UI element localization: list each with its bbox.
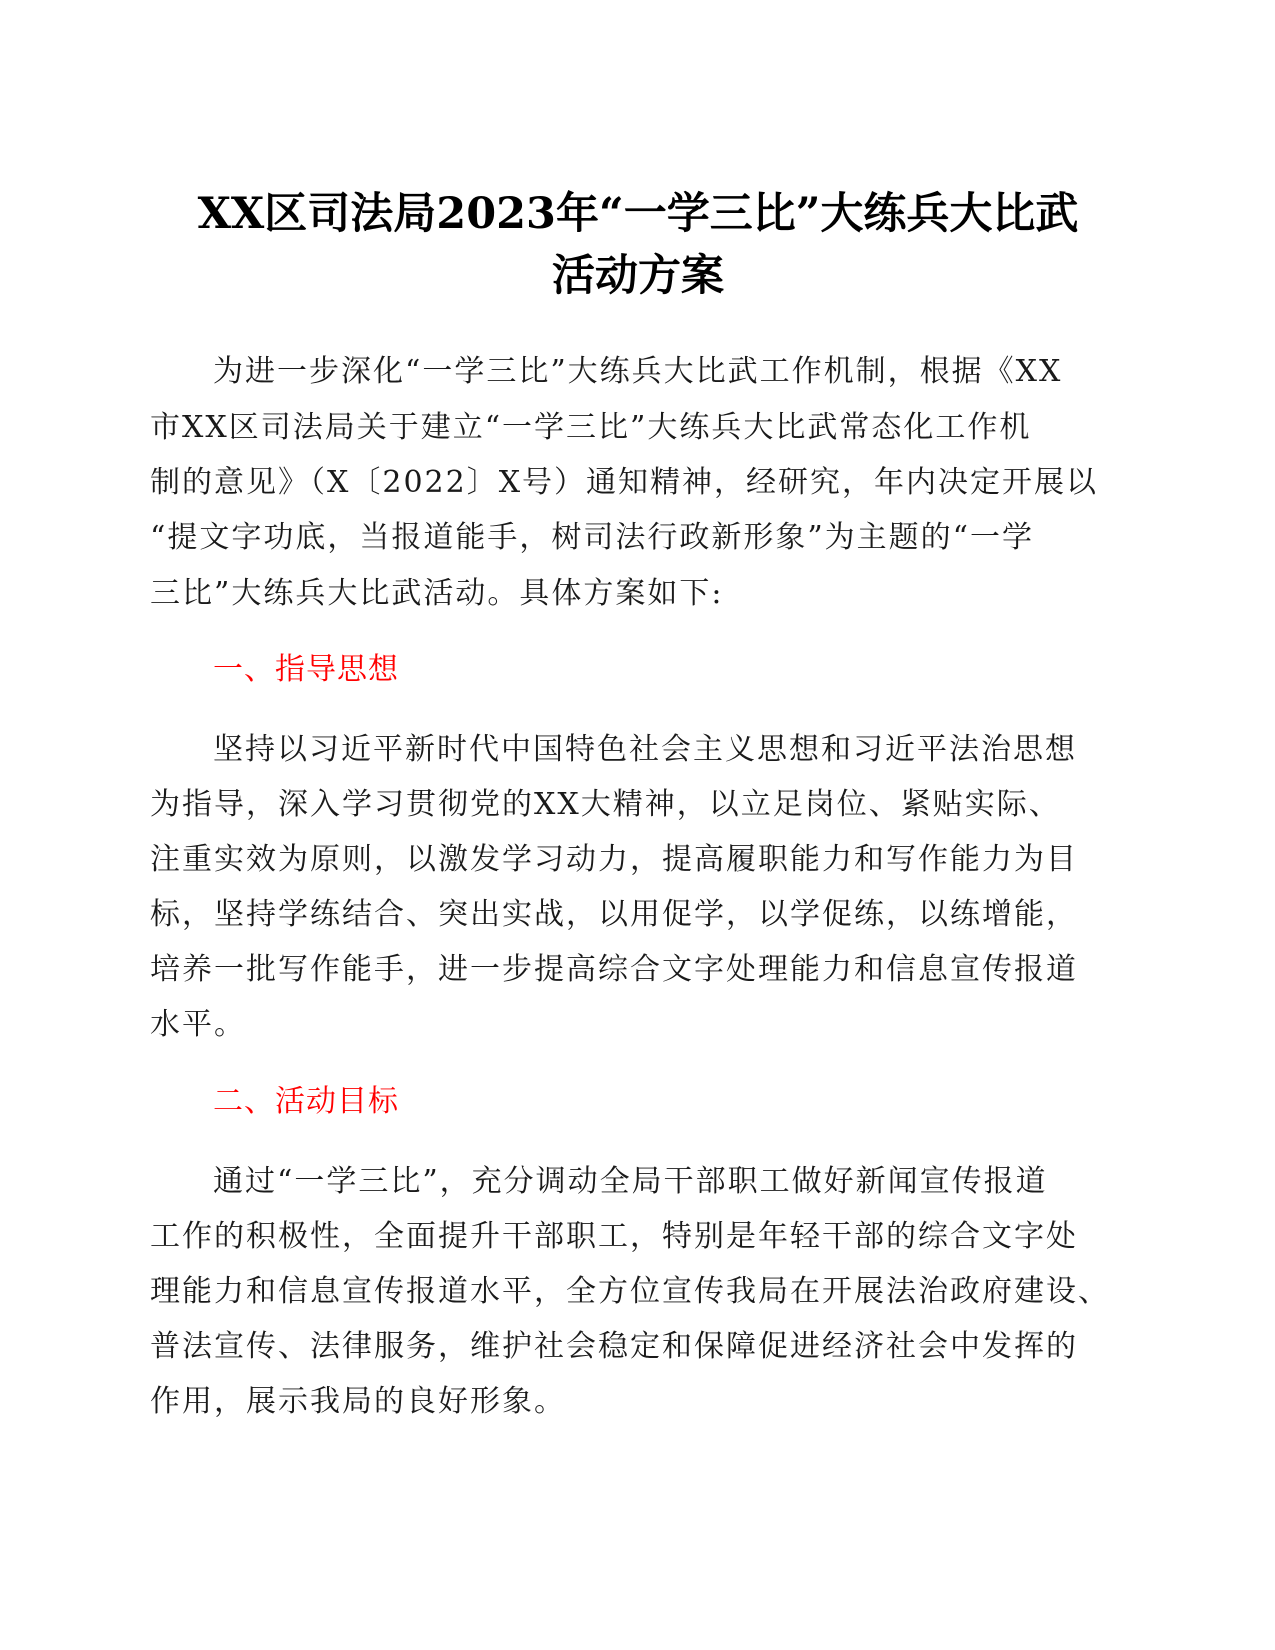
section-1-line: 培养一批写作能手，进一步提高综合文字处理能力和信息宣传报道 xyxy=(150,952,1078,987)
intro-line: 制的意见》（X〔2022〕X号）通知精神，经研究，年内决定开展以 xyxy=(150,465,1099,500)
section-2-line: 理能力和信息宣传报道水平，全方位宣传我局在开展法治政府建设、 xyxy=(150,1274,1110,1309)
intro-line: 市XX区司法局关于建立“一学三比”大练兵大比武常态化工作机 xyxy=(150,410,1032,445)
intro-line: 为进一步深化“一学三比”大练兵大比武工作机制，根据《XX xyxy=(213,354,1063,389)
section-1-line: 注重实效为原则，以激发学习动力，提高履职能力和写作能力为目 xyxy=(150,842,1078,877)
section-1-line: 水平。 xyxy=(150,1007,246,1042)
intro-line: “提文字功底，当报道能手，树司法行政新形象”为主题的“一学 xyxy=(150,520,1035,555)
title-line-2: 活动方案 xyxy=(552,251,724,301)
section-heading-guiding-ideology: 一、指导思想 xyxy=(213,652,399,687)
section-1-line: 为指导，深入学习贯彻党的XX大精神，以立足岗位、紧贴实际、 xyxy=(150,787,1061,822)
title-line-1: XX区司法局2023年“一学三比”大练兵大比武 xyxy=(197,189,1079,239)
section-2-line: 通过“一学三比”，充分调动全局干部职工做好新闻宣传报道 xyxy=(213,1164,1048,1199)
section-heading-activity-goals: 二、活动目标 xyxy=(213,1084,399,1119)
section-1-line: 标，坚持学练结合、突出实战，以用促学，以学促练，以练增能， xyxy=(150,897,1078,932)
section-2-line: 普法宣传、法律服务，维护社会稳定和保障促进经济社会中发挥的 xyxy=(150,1329,1078,1364)
document-title xyxy=(148,183,1128,307)
section-2-line: 工作的积极性，全面提升干部职工，特别是年轻干部的综合文字处 xyxy=(150,1219,1078,1254)
section-2-line: 作用，展示我局的良好形象。 xyxy=(150,1384,566,1419)
section-1-line: 坚持以习近平新时代中国特色社会主义思想和习近平法治思想 xyxy=(213,732,1077,767)
intro-line: 三比”大练兵大比武活动。具体方案如下: xyxy=(150,576,724,611)
